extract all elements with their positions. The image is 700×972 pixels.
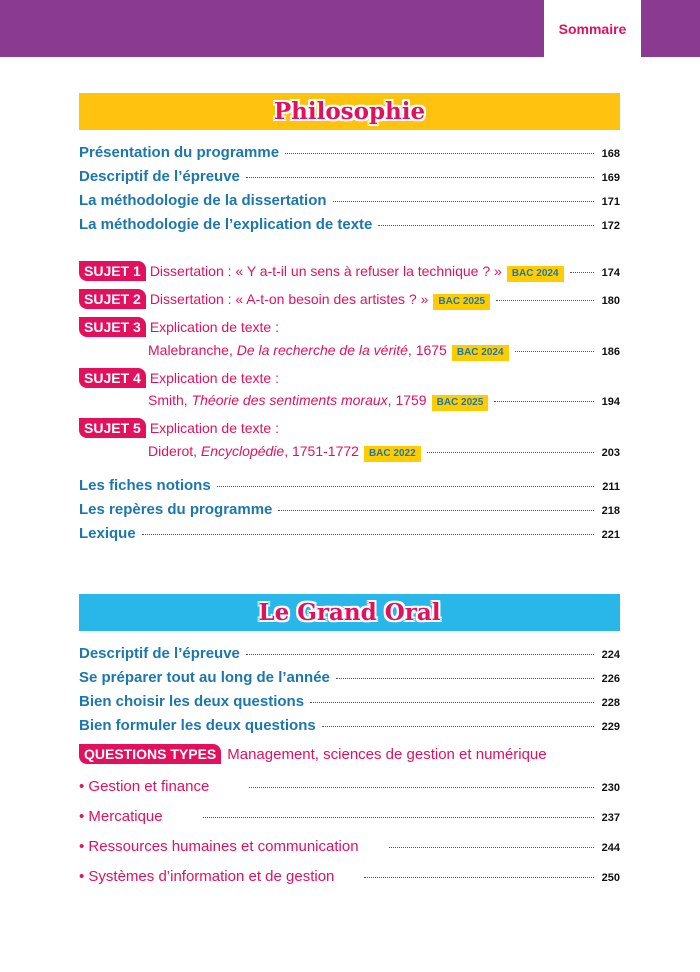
sommaire-tab[interactable] (544, 0, 641, 58)
dot-leader (285, 153, 594, 154)
toc-entry-page: 168 (601, 148, 620, 160)
toc-entry-label: Bien choisir les deux questions (79, 693, 305, 710)
dot-leader (217, 486, 594, 487)
toc-entry[interactable] (79, 669, 620, 686)
toc-entry-page: 250 (601, 872, 620, 884)
sujet-author: Malebranche, De la recherche de la vérité, 1675 (148, 342, 447, 358)
toc-entry-label: Présentation du programme (79, 144, 280, 161)
dot-leader (570, 272, 594, 273)
toc-entry-page: 186 (601, 346, 620, 358)
sujet-work: Encyclopédie (200, 443, 285, 459)
question-type-label: • Gestion et finance (79, 778, 210, 795)
question-type-label: • Systèmes d’information et de gestion (79, 868, 335, 885)
sujet-badge: SUJET 4 (79, 368, 146, 388)
questions-types-badge: QUESTIONS TYPES (79, 744, 221, 764)
question-type-label: • Mercatique (79, 808, 163, 825)
sujet-title: Explication de texte : (149, 370, 279, 386)
dot-leader (515, 351, 594, 352)
dot-leader (378, 225, 594, 226)
toc-entry-page: 229 (601, 721, 620, 733)
toc-entry-label: Les fiches notions (79, 477, 211, 494)
toc-entry-page: 211 (602, 481, 620, 493)
dot-leader (249, 787, 594, 788)
sujet-title: Dissertation : « Y a-t-il un sens à refuser la technique ? » (149, 263, 502, 279)
sujet-author: Smith, Théorie des sentiments moraux, 1759 (148, 392, 427, 408)
toc-entry-page: 237 (601, 812, 620, 824)
bac-badge: BAC 2022 (364, 446, 421, 462)
sujet-badge: SUJET 5 (79, 418, 146, 438)
toc-entry-page: 218 (601, 505, 620, 517)
sujet-work: De la recherche de la vérité (236, 342, 408, 358)
sujet-4-entry[interactable] (79, 368, 620, 388)
sujet-title: Explication de texte : (149, 420, 279, 436)
bac-badge: BAC 2024 (452, 345, 509, 361)
dot-leader (333, 201, 594, 202)
toc-entry-label: La méthodologie de la dissertation (79, 192, 327, 209)
question-type-label: • Ressources humaines et communication (79, 838, 359, 855)
toc-entry-page: 230 (601, 782, 620, 794)
toc-entry[interactable] (79, 645, 620, 662)
sujet-work: Théorie des sentiments moraux (191, 392, 388, 408)
question-type-entry[interactable] (79, 868, 620, 885)
sujet-title: Dissertation : « A-t-on besoin des artistes ? » (149, 291, 429, 307)
dot-leader (336, 678, 594, 679)
toc-entry-page: 174 (601, 267, 620, 279)
toc-entry-label: Descriptif de l’épreuve (79, 168, 240, 185)
toc-entry[interactable] (79, 192, 620, 209)
philosophie-title: Philosophie (273, 98, 426, 125)
sujet-title: Explication de texte : (149, 319, 279, 335)
toc-entry-label: La méthodologie de l’explication de texte (79, 216, 373, 233)
question-type-entry[interactable] (79, 838, 620, 855)
grand-oral-title: Le Grand Oral (258, 599, 441, 626)
dot-leader (246, 654, 594, 655)
toc-entry-page: 203 (601, 447, 620, 459)
toc-entry[interactable] (79, 525, 620, 542)
toc-entry-page: 194 (601, 396, 620, 408)
sujet-author: Diderot, Encyclopédie, 1751-1772 (148, 443, 359, 459)
question-type-entry[interactable] (79, 808, 620, 825)
dot-leader (203, 817, 594, 818)
philosophie-banner (79, 93, 620, 130)
toc-entry-page: 228 (601, 697, 620, 709)
toc-entry[interactable] (79, 216, 620, 233)
toc-entry-page: 224 (601, 649, 620, 661)
questions-types-heading (79, 744, 620, 764)
questions-types-text: Management, sciences de gestion et numérique (227, 745, 547, 763)
toc-entry[interactable] (79, 717, 620, 734)
toc-entry[interactable] (79, 501, 620, 518)
sujet-3-entry[interactable] (79, 317, 620, 337)
grand-oral-banner (79, 594, 620, 631)
dot-leader (494, 401, 594, 402)
dot-leader (246, 177, 594, 178)
sommaire-tab-label: Sommaire (558, 21, 627, 37)
toc-entry[interactable] (79, 144, 620, 161)
sujet-badge: SUJET 3 (79, 317, 146, 337)
toc-entry[interactable] (79, 168, 620, 185)
toc-entry[interactable] (79, 693, 620, 710)
sujet-1-entry[interactable] (79, 261, 620, 282)
toc-entry-label: Se préparer tout au long de l’année (79, 669, 330, 686)
toc-entry-page: 221 (601, 529, 620, 541)
dot-leader (310, 702, 594, 703)
sujet-3-detail[interactable] (148, 342, 620, 361)
toc-entry-page: 226 (601, 673, 620, 685)
toc-entry-label: Les repères du programme (79, 501, 273, 518)
toc-entry-page: 171 (601, 196, 620, 208)
toc-entry-label: Lexique (79, 525, 136, 542)
question-type-entry[interactable] (79, 778, 620, 795)
dot-leader (142, 534, 594, 535)
toc-entry-page: 180 (601, 295, 620, 307)
sujet-badge: SUJET 2 (79, 289, 146, 309)
dot-leader (322, 726, 594, 727)
dot-leader (364, 877, 594, 878)
sujet-2-entry[interactable] (79, 289, 620, 310)
bac-badge: BAC 2025 (433, 294, 490, 310)
toc-entry-label: Bien formuler les deux questions (79, 717, 316, 734)
toc-entry-page: 169 (601, 172, 620, 184)
bac-badge: BAC 2024 (507, 266, 564, 282)
dot-leader (389, 847, 594, 848)
dot-leader (278, 510, 594, 511)
sujet-5-detail[interactable] (148, 443, 620, 462)
toc-entry-label: Descriptif de l’épreuve (79, 645, 240, 662)
sujet-4-detail[interactable] (148, 392, 620, 411)
dot-leader (427, 452, 594, 453)
sujet-badge: SUJET 1 (79, 261, 146, 281)
dot-leader (496, 300, 594, 301)
toc-entry-page: 172 (601, 220, 620, 232)
toc-entry-page: 244 (601, 842, 620, 854)
bac-badge: BAC 2025 (432, 395, 489, 411)
sujet-5-entry[interactable] (79, 418, 620, 438)
toc-entry[interactable] (79, 477, 620, 494)
